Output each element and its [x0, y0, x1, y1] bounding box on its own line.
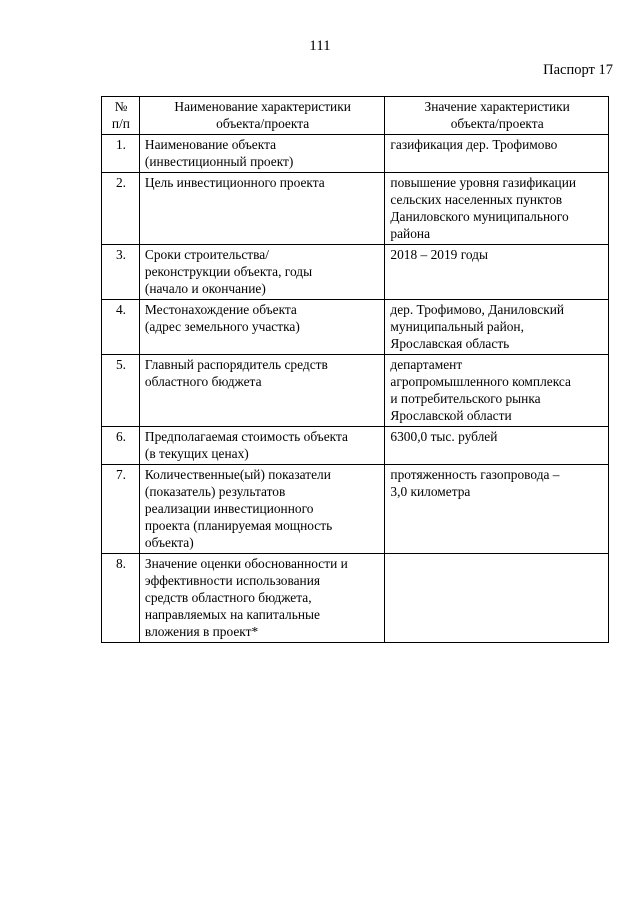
passport-label: Паспорт 17	[543, 62, 613, 78]
table-row	[102, 554, 609, 643]
table-row	[102, 173, 609, 245]
row-characteristic-name: Цель инвестиционного проекта	[139, 173, 384, 245]
row-characteristic-value: 6300,0 тыс. рублей	[385, 427, 609, 465]
row-characteristic-name: Наименование объекта (инвестиционный проект)	[139, 135, 384, 173]
table-header-row	[102, 97, 609, 135]
row-number: 1.	[102, 135, 140, 173]
page-number: 111	[309, 38, 331, 54]
row-number: 4.	[102, 300, 140, 355]
row-characteristic-name: Количественные(ый) показатели (показатель) результатов реализации инвестиционного проекта (планируемая мощность объекта)	[139, 465, 384, 554]
table-row	[102, 465, 609, 554]
row-characteristic-name: Предполагаемая стоимость объекта (в текущих ценах)	[139, 427, 384, 465]
header-number: № п/п	[102, 97, 140, 135]
row-characteristic-value: протяженность газопровода – 3,0 километра	[385, 465, 609, 554]
row-number: 8.	[102, 554, 140, 643]
row-characteristic-value: 2018 – 2019 годы	[385, 245, 609, 300]
table-row	[102, 355, 609, 427]
header-characteristic-value: Значение характеристики объекта/проекта	[385, 97, 609, 135]
header-characteristic-name: Наименование характеристики объекта/проекта	[139, 97, 384, 135]
table-row	[102, 300, 609, 355]
table-row	[102, 245, 609, 300]
row-characteristic-value	[385, 554, 609, 643]
row-characteristic-value: повышение уровня газификации сельских населенных пунктов Даниловского муниципального района	[385, 173, 609, 245]
row-number: 3.	[102, 245, 140, 300]
table-row	[102, 135, 609, 173]
row-characteristic-name: Значение оценки обоснованности и эффективности использования средств областного бюджета, направляемых на капитальные вложения в проект*	[139, 554, 384, 643]
table-row	[102, 427, 609, 465]
row-characteristic-value: дер. Трофимово, Даниловский муниципальный район, Ярославская область	[385, 300, 609, 355]
row-characteristic-value: газификация дер. Трофимово	[385, 135, 609, 173]
row-number: 2.	[102, 173, 140, 245]
passport-table	[101, 96, 609, 643]
row-number: 7.	[102, 465, 140, 554]
row-number: 6.	[102, 427, 140, 465]
row-characteristic-value: департамент агропромышленного комплекса и потребительского рынка Ярославской области	[385, 355, 609, 427]
row-characteristic-name: Сроки строительства/ реконструкции объекта, годы (начало и окончание)	[139, 245, 384, 300]
row-number: 5.	[102, 355, 140, 427]
row-characteristic-name: Местонахождение объекта (адрес земельного участка)	[139, 300, 384, 355]
row-characteristic-name: Главный распорядитель средств областного бюджета	[139, 355, 384, 427]
